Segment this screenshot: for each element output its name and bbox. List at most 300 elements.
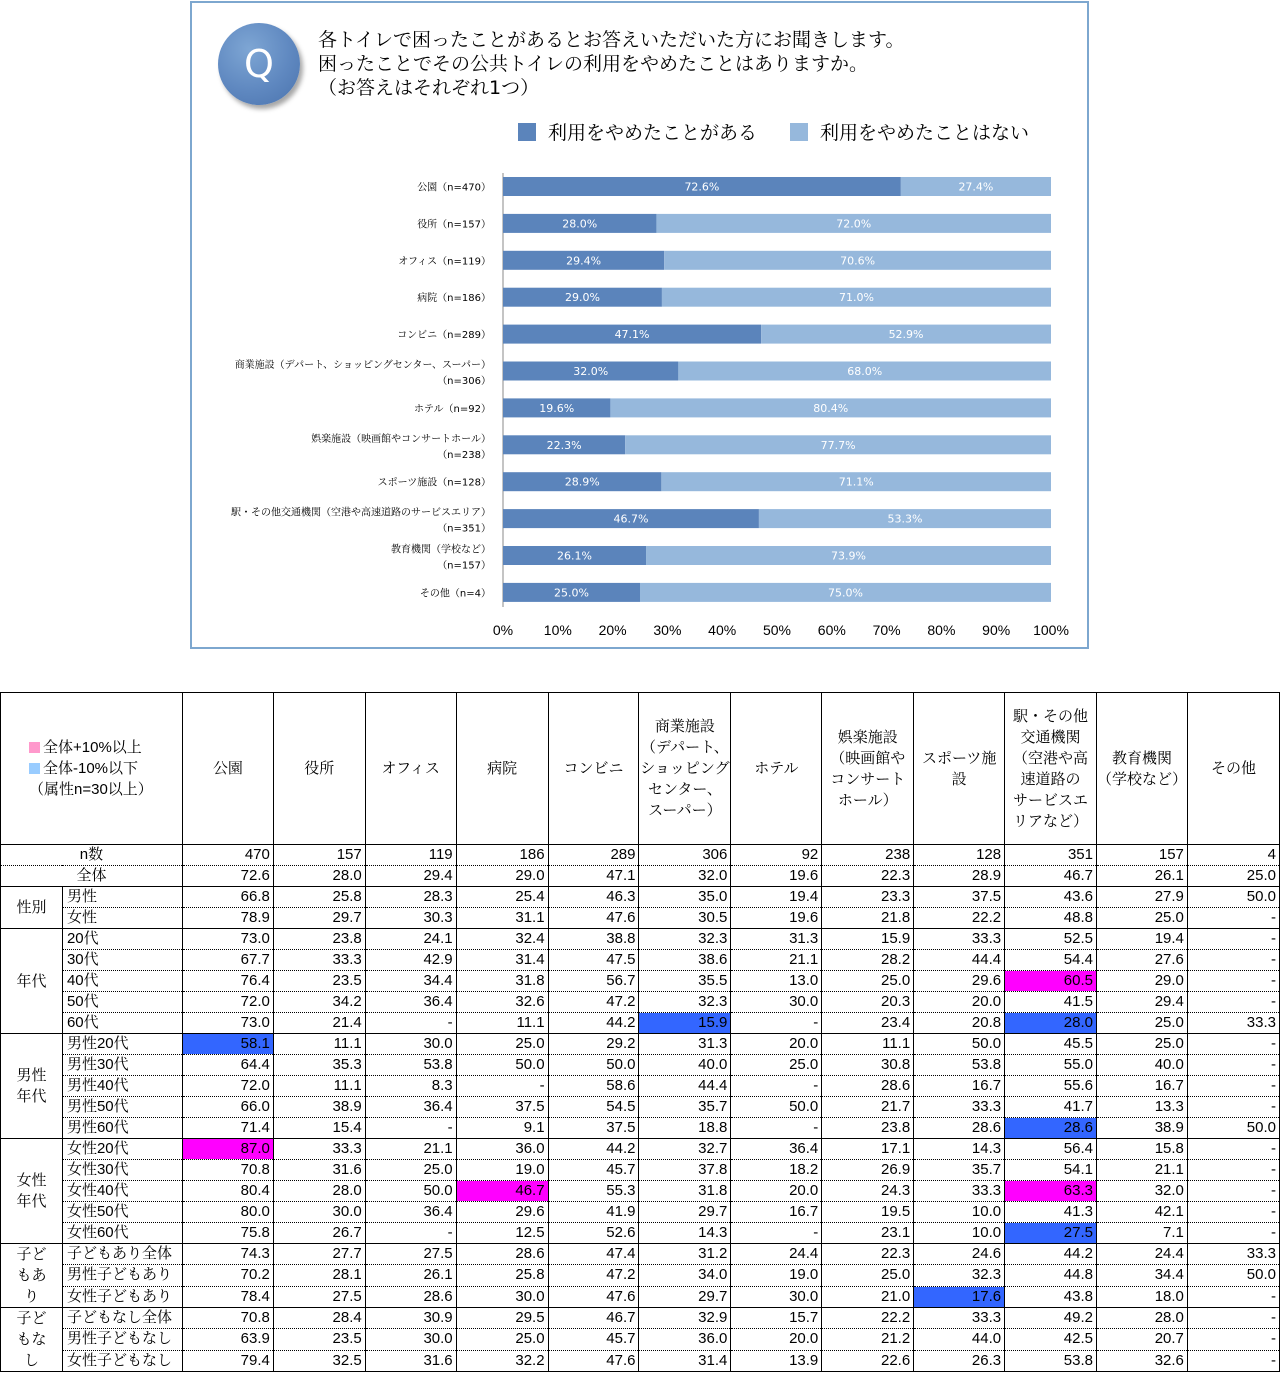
table-cell: -	[1187, 1139, 1279, 1160]
table-cell: 71.4	[182, 1118, 273, 1139]
table-cell: 42.5	[1005, 1329, 1097, 1350]
table-cell: 44.4	[914, 950, 1005, 971]
table-cell: 21.7	[822, 1097, 914, 1118]
table-cell: 50.0	[456, 1055, 548, 1076]
table-cell: 48.8	[1005, 908, 1097, 929]
column-header	[273, 693, 365, 845]
data-label: 28.0%	[562, 217, 598, 231]
table-cell: -	[1187, 929, 1279, 950]
table-cell: 56.4	[1005, 1139, 1097, 1160]
group-label: 女性年代	[1, 1139, 63, 1244]
table-cell: 50.0	[1187, 887, 1279, 908]
category-label: オフィス（n=119）	[398, 256, 491, 268]
table-cell: 78.4	[182, 1286, 273, 1307]
table-cell: 30.0	[365, 1329, 456, 1350]
table-cell: -	[731, 1118, 822, 1139]
table-cell: 80.4	[182, 1181, 273, 1202]
column-header	[731, 693, 822, 845]
table-cell: 29.6	[456, 1202, 548, 1223]
table-cell: 34.4	[1097, 1265, 1188, 1286]
table-cell: 76.4	[182, 971, 273, 992]
row-label: 20代	[62, 929, 182, 950]
table-cell: 24.3	[822, 1181, 914, 1202]
row-label: 女性20代	[62, 1139, 182, 1160]
table-cell: 17.6	[914, 1286, 1005, 1307]
column-header-line: 公園	[212, 760, 243, 777]
category-label: 駅・その他交通機関（空港や高速道路のサービスエリア）	[231, 507, 491, 519]
table-cell: 18.8	[639, 1118, 731, 1139]
table-cell: 47.4	[548, 1244, 639, 1265]
table-cell: 58.6	[548, 1076, 639, 1097]
table-cell: 46.7	[456, 1181, 548, 1202]
table-cell: 28.0	[273, 866, 365, 887]
table-cell: 25.0	[456, 1329, 548, 1350]
category-label: 病院（n=186）	[417, 293, 491, 305]
column-header-line: （デパート、	[641, 739, 729, 756]
table-row	[1, 929, 1280, 950]
table-cell: 47.6	[548, 908, 639, 929]
row-label: 女性60代	[62, 1223, 182, 1244]
x-tick-label: 30%	[653, 622, 682, 638]
table-cell: 36.4	[365, 1097, 456, 1118]
question-line: 困ったことでその公共トイレの利用をやめたことはありますか。	[318, 53, 869, 75]
question-badge: Q	[218, 23, 300, 105]
table-cell: 470	[182, 845, 273, 866]
data-label: 71.0%	[838, 291, 874, 305]
table-cell: 32.5	[273, 1350, 365, 1371]
data-label: 77.7%	[820, 438, 856, 452]
table-cell: 25.0	[1187, 866, 1279, 887]
table-cell: 33.3	[1187, 1013, 1279, 1034]
row-label: 女性40代	[62, 1181, 182, 1202]
table-cell: 26.1	[365, 1265, 456, 1286]
data-label: 52.9%	[888, 328, 924, 342]
table-cell: 24.4	[1097, 1244, 1188, 1265]
table-cell: 41.7	[1005, 1097, 1097, 1118]
column-header-line: （学校など）	[1097, 770, 1188, 788]
data-label: 26.1%	[557, 549, 592, 563]
column-header-line: 教育機関	[1111, 749, 1172, 767]
table-cell: 32.4	[456, 929, 548, 950]
table-cell: 15.7	[731, 1308, 822, 1329]
column-header	[182, 693, 273, 845]
table-cell: 56.7	[548, 971, 639, 992]
table-cell: 13.9	[731, 1350, 822, 1371]
table-cell: 47.1	[548, 866, 639, 887]
x-tick-label: 40%	[708, 622, 737, 638]
table-cell: 35.3	[273, 1055, 365, 1076]
table-cell: 26.1	[1097, 866, 1188, 887]
row-label: 女性	[62, 908, 182, 929]
table-cell: 47.5	[548, 950, 639, 971]
table-cell: 49.2	[1005, 1308, 1097, 1329]
table-cell: 73.0	[182, 1013, 273, 1034]
table-cell: 29.0	[1097, 971, 1188, 992]
table-cell: -	[1187, 971, 1279, 992]
table-cell: 21.4	[273, 1013, 365, 1034]
column-header-line: オフィス	[381, 760, 440, 777]
table-cell: -	[1187, 1160, 1279, 1181]
table-cell: 30.5	[639, 908, 731, 929]
table-cell: 13.0	[731, 971, 822, 992]
category-label: ホテル（n=92）	[414, 403, 491, 415]
table-cell: -	[456, 1076, 548, 1097]
table-cell: 22.2	[822, 1308, 914, 1329]
column-header-line: スポーツ施	[921, 749, 997, 767]
table-cell: 20.0	[731, 1329, 822, 1350]
column-header-line: 駅・その他	[1013, 707, 1089, 725]
table-cell: 26.7	[273, 1223, 365, 1244]
table-cell: 31.3	[731, 929, 822, 950]
table-cell: 28.6	[822, 1076, 914, 1097]
table-cell: -	[1187, 1034, 1279, 1055]
table-row	[1, 1244, 1280, 1265]
column-header	[822, 693, 914, 845]
column-header-line: 商業施設	[654, 718, 715, 735]
row-label: 子どもあり全体	[62, 1244, 182, 1265]
table-cell: 15.8	[1097, 1139, 1188, 1160]
category-label: 公園（n=470）	[417, 182, 491, 194]
category-label: 商業施設（デパート、ショッピングセンター、スーパー）	[234, 360, 491, 371]
table-row	[1, 1097, 1280, 1118]
column-header-line: スーパー）	[648, 802, 722, 819]
table-cell: 11.1	[456, 1013, 548, 1034]
table-cell: 29.6	[914, 971, 1005, 992]
table-cell: 25.0	[456, 1034, 548, 1055]
column-header	[365, 693, 456, 845]
table-cell: 36.4	[365, 992, 456, 1013]
table-cell: 63.3	[1005, 1181, 1097, 1202]
x-tick-label: 100%	[1033, 622, 1069, 638]
table-cell: 87.0	[182, 1139, 273, 1160]
data-label: 19.6%	[539, 401, 575, 415]
table-row	[1, 992, 1280, 1013]
table-cell: 4	[1187, 845, 1279, 866]
table-cell: -	[1187, 1055, 1279, 1076]
table-cell: 33.3	[1187, 1244, 1279, 1265]
legend-lo	[29, 758, 182, 779]
question-line: 各トイレで困ったことがあるとお答えいただいた方にお聞きします。	[318, 29, 905, 51]
table-cell: 21.1	[731, 950, 822, 971]
table-cell: 28.4	[273, 1308, 365, 1329]
category-label-n: （n=238）	[437, 449, 491, 461]
table-cell: 44.8	[1005, 1265, 1097, 1286]
row-label: 女性50代	[62, 1202, 182, 1223]
table-cell: 15.4	[273, 1118, 365, 1139]
table-cell: 35.5	[639, 971, 731, 992]
table-cell: 11.1	[273, 1034, 365, 1055]
data-label: 75.0%	[828, 586, 863, 600]
table-cell: 47.6	[548, 1350, 639, 1371]
table-cell: 20.8	[914, 1013, 1005, 1034]
table-cell: 289	[548, 845, 639, 866]
table-cell: 17.1	[822, 1139, 914, 1160]
table-row	[1, 1160, 1280, 1181]
table-cell: 26.3	[914, 1350, 1005, 1371]
table-cell: 19.6	[731, 866, 822, 887]
table-cell: 41.5	[1005, 992, 1097, 1013]
group-label: 子どもあり	[1, 1244, 63, 1308]
table-cell: -	[1187, 908, 1279, 929]
table-cell: -	[731, 1013, 822, 1034]
table-cell: 24.4	[731, 1244, 822, 1265]
data-label: 80.4%	[813, 401, 849, 415]
table-cell: 42.1	[1097, 1202, 1188, 1223]
table-cell: 37.5	[456, 1097, 548, 1118]
table-cell: 43.8	[1005, 1286, 1097, 1307]
table-cell: 55.0	[1005, 1055, 1097, 1076]
table-cell: 54.1	[1005, 1160, 1097, 1181]
table-cell: -	[731, 1223, 822, 1244]
table-cell: 44.2	[1005, 1244, 1097, 1265]
table-cell: 31.8	[639, 1181, 731, 1202]
data-label: 29.0%	[564, 291, 600, 305]
table-cell: 55.6	[1005, 1076, 1097, 1097]
table-cell: 119	[365, 845, 456, 866]
table-cell: 31.1	[456, 908, 548, 929]
column-header-line: センター、	[648, 781, 722, 798]
column-header	[1187, 693, 1279, 845]
table-cell: 35.7	[914, 1160, 1005, 1181]
table-cell: 31.4	[456, 950, 548, 971]
table-cell: 20.0	[914, 992, 1005, 1013]
row-label: 女性30代	[62, 1160, 182, 1181]
table-cell: 32.7	[639, 1139, 731, 1160]
column-header	[1097, 693, 1188, 845]
group-label: 男性年代	[1, 1034, 63, 1139]
table-cell: -	[365, 1013, 456, 1034]
table-cell: -	[1187, 1223, 1279, 1244]
table-cell: 33.3	[914, 1097, 1005, 1118]
table-cell: -	[365, 1118, 456, 1139]
table-cell: 37.5	[548, 1118, 639, 1139]
table-row	[1, 971, 1280, 992]
table-cell: 50.0	[548, 1055, 639, 1076]
table-row	[1, 1076, 1280, 1097]
table-cell: 43.6	[1005, 887, 1097, 908]
table-cell: 67.7	[182, 950, 273, 971]
table-row	[1, 1181, 1280, 1202]
table-cell: 18.0	[1097, 1286, 1188, 1307]
table-cell: -	[1187, 1329, 1279, 1350]
table-cell: 70.2	[182, 1265, 273, 1286]
data-label: 32.0%	[573, 365, 609, 378]
table-cell: 50.0	[731, 1097, 822, 1118]
data-label: 25.0%	[554, 586, 589, 600]
x-tick-label: 70%	[872, 622, 901, 638]
table-cell: 28.0	[273, 1181, 365, 1202]
table-cell: 58.1	[182, 1034, 273, 1055]
table-cell: 238	[822, 845, 914, 866]
table-cell: 34.2	[273, 992, 365, 1013]
column-header	[456, 693, 548, 845]
table-cell: 25.0	[1097, 908, 1188, 929]
table-cell: 24.1	[365, 929, 456, 950]
table-row	[1, 1055, 1280, 1076]
legend-hi-label: 全体+10%以上	[43, 739, 142, 756]
table-cell: 33.3	[914, 1308, 1005, 1329]
table-cell: 22.3	[822, 866, 914, 887]
legend-label-stopped: 利用をやめたことがある	[548, 122, 758, 144]
table-row	[1, 908, 1280, 929]
table-cell: 23.8	[822, 1118, 914, 1139]
table-cell: 28.9	[914, 866, 1005, 887]
table-cell: 38.9	[273, 1097, 365, 1118]
table-legend-cell	[1, 693, 183, 845]
category-label-n: （n=157）	[437, 560, 491, 572]
table-cell: 32.3	[914, 1265, 1005, 1286]
data-label: 29.4%	[566, 254, 602, 268]
table-cell: 351	[1005, 845, 1097, 866]
row-label: 50代	[62, 992, 182, 1013]
table-cell: 50.0	[1187, 1118, 1279, 1139]
table-cell: 27.6	[1097, 950, 1188, 971]
table-cell: 36.0	[639, 1329, 731, 1350]
table-cell: 186	[456, 845, 548, 866]
column-header-line: ショッピング	[640, 760, 730, 777]
table-cell: 20.3	[822, 992, 914, 1013]
row-label: 男性子どもなし	[62, 1329, 182, 1350]
table-cell: 19.5	[822, 1202, 914, 1223]
table-cell: 92	[731, 845, 822, 866]
row-label: 男性60代	[62, 1118, 182, 1139]
table-cell: 50.0	[914, 1034, 1005, 1055]
data-label: 22.3%	[546, 438, 582, 452]
table-cell: 19.0	[731, 1265, 822, 1286]
table-cell: 23.1	[822, 1223, 914, 1244]
table-cell: 74.3	[182, 1244, 273, 1265]
table-cell: 14.3	[914, 1139, 1005, 1160]
column-header-line: ホール）	[837, 791, 898, 809]
table-cell: 63.9	[182, 1329, 273, 1350]
table-cell: 19.6	[731, 908, 822, 929]
row-label: 男性40代	[62, 1076, 182, 1097]
table-cell: 78.9	[182, 908, 273, 929]
table-cell: 53.8	[365, 1055, 456, 1076]
table-cell: 32.0	[639, 866, 731, 887]
table-cell: 27.5	[365, 1244, 456, 1265]
table-cell: 13.3	[1097, 1097, 1188, 1118]
table-cell: 23.5	[273, 1329, 365, 1350]
table-cell: 14.3	[639, 1223, 731, 1244]
row-label-n: n数	[1, 845, 183, 866]
table-cell: 26.9	[822, 1160, 914, 1181]
table-cell: 72.6	[182, 866, 273, 887]
table-cell: 29.7	[639, 1286, 731, 1307]
table-cell: 64.4	[182, 1055, 273, 1076]
table-cell: 31.2	[639, 1244, 731, 1265]
question-line: （お答えはそれぞれ1つ）	[318, 77, 540, 99]
table-cell: -	[1187, 1308, 1279, 1329]
lo-swatch	[29, 763, 40, 774]
table-cell: 54.4	[1005, 950, 1097, 971]
table-cell: 33.3	[273, 950, 365, 971]
table-cell: 36.0	[456, 1139, 548, 1160]
table-row	[1, 1013, 1280, 1034]
column-header-line: （映画館や	[830, 749, 906, 767]
data-label: 68.0%	[847, 365, 883, 378]
table-row	[1, 1034, 1280, 1055]
table-cell: 28.6	[456, 1244, 548, 1265]
stacked-bar-chart	[190, 1, 1089, 649]
table-cell: 73.0	[182, 929, 273, 950]
table-cell: 25.0	[1097, 1034, 1188, 1055]
table-cell: 16.7	[1097, 1076, 1188, 1097]
table-cell: 21.0	[822, 1286, 914, 1307]
table-cell: 44.4	[639, 1076, 731, 1097]
data-label: 27.4%	[958, 180, 994, 194]
table-cell: 20.0	[731, 1034, 822, 1055]
table-cell: 31.8	[456, 971, 548, 992]
table-cell: 23.5	[273, 971, 365, 992]
category-label: その他（n=4）	[419, 588, 491, 600]
category-label-n: （n=306）	[437, 376, 491, 387]
column-header-line: リアなど）	[1013, 812, 1089, 830]
table-cell: 30.0	[273, 1202, 365, 1223]
row-label: 60代	[62, 1013, 182, 1034]
table-row	[1, 1202, 1280, 1223]
table-cell: 16.7	[731, 1202, 822, 1223]
table-cell: 28.6	[1005, 1118, 1097, 1139]
column-header-line: その他	[1210, 760, 1256, 777]
x-tick-label: 60%	[817, 622, 846, 638]
table-cell: 66.8	[182, 887, 273, 908]
column-header-line: 役所	[304, 760, 335, 777]
row-label: 30代	[62, 950, 182, 971]
table-row-total	[1, 866, 1280, 887]
row-label: 男性子どもあり	[62, 1265, 182, 1286]
table-cell: 70.8	[182, 1308, 273, 1329]
column-header-line: 設	[951, 770, 967, 788]
group-label: 年代	[1, 929, 63, 1034]
table-cell: 32.6	[1097, 1350, 1188, 1371]
table-cell: 32.9	[639, 1308, 731, 1329]
table-body	[1, 845, 1280, 1372]
column-header	[639, 693, 731, 845]
table-cell: 34.0	[639, 1265, 731, 1286]
table-cell: 79.4	[182, 1350, 273, 1371]
column-header-line: サービスエ	[1013, 791, 1089, 809]
table-cell: 33.3	[914, 1181, 1005, 1202]
data-label: 47.1%	[614, 328, 650, 342]
table-cell: 15.9	[639, 1013, 731, 1034]
table-cell: 36.4	[365, 1202, 456, 1223]
table-row	[1, 950, 1280, 971]
table-cell: 72.0	[182, 992, 273, 1013]
table-cell: 30.0	[365, 1034, 456, 1055]
table-cell: 50.0	[1187, 1265, 1279, 1286]
table-cell: 22.3	[822, 1244, 914, 1265]
table-cell: 32.6	[456, 992, 548, 1013]
table-cell: -	[731, 1076, 822, 1097]
table-row	[1, 1265, 1280, 1286]
column-header-line: （空港や高	[1013, 749, 1089, 767]
data-label: 71.1%	[838, 475, 874, 489]
table-cell: 25.4	[456, 887, 548, 908]
table-cell: 7.1	[1097, 1223, 1188, 1244]
table-cell: 28.0	[1005, 1013, 1097, 1034]
table-cell: 32.3	[639, 992, 731, 1013]
table-cell: 33.3	[914, 929, 1005, 950]
table-cell: -	[1187, 1097, 1279, 1118]
table-cell: 25.0	[822, 1265, 914, 1286]
table-cell: 25.0	[822, 971, 914, 992]
table-cell: 40.0	[1097, 1055, 1188, 1076]
table-cell: 45.7	[548, 1329, 639, 1350]
table-cell: 45.5	[1005, 1034, 1097, 1055]
table-cell: 11.1	[273, 1076, 365, 1097]
table-cell: 27.7	[273, 1244, 365, 1265]
